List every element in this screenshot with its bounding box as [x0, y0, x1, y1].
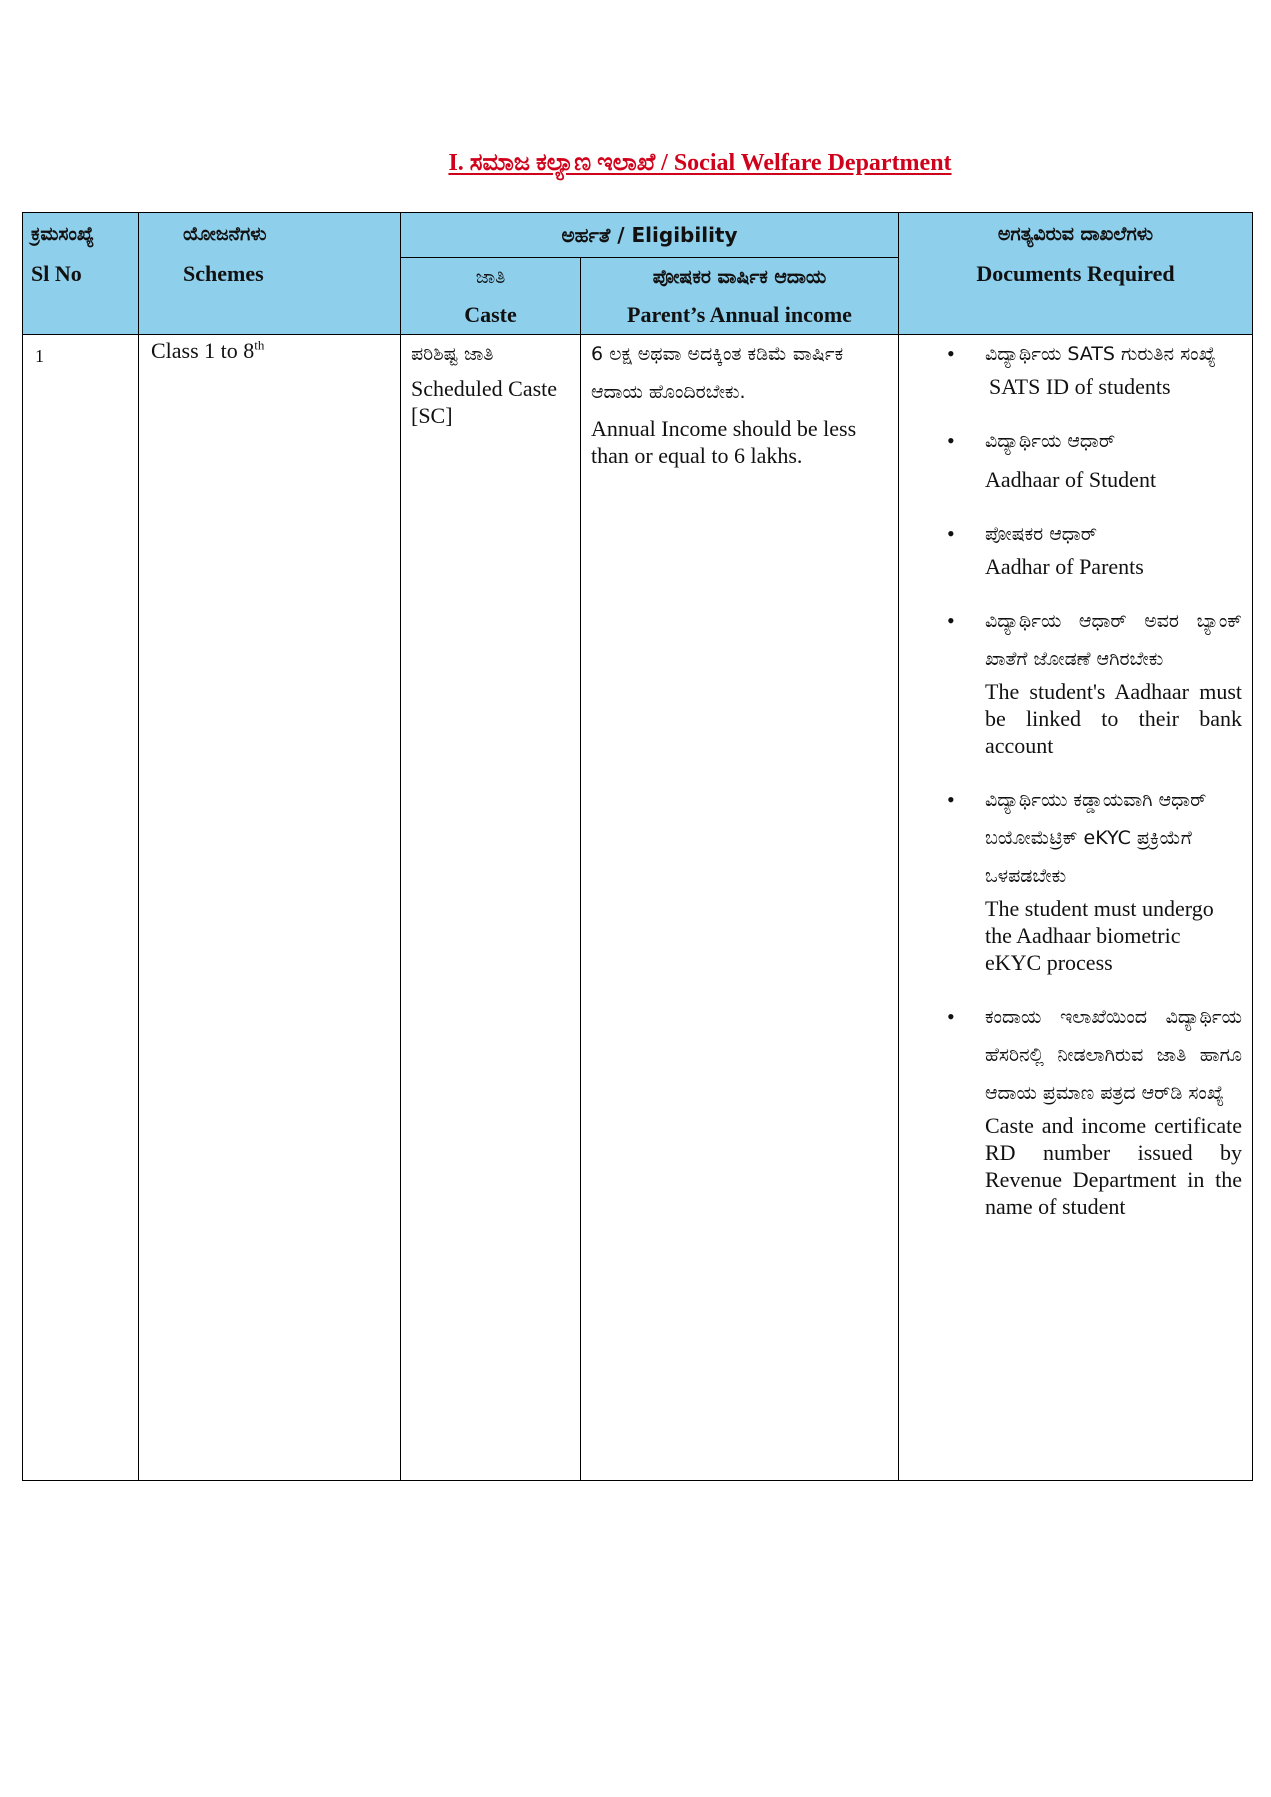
cell-income: [581, 335, 899, 1481]
document-kn: ವಿದ್ಯಾರ್ಥಿಯು ಕಡ್ಡಾಯವಾಗಿ ಆಧಾರ್ ಬಯೋಮೆಟ್ರಿಕ್ eKYC ಪ್ರಕ್ರಿಯೆಗೆ ಒಳಪಡಬೇಕು: [985, 789, 1207, 887]
scheme-superscript: th: [254, 337, 265, 353]
sl-no-value: 1: [35, 346, 44, 366]
document-kn: ಕಂದಾಯ ಇಲಾಖೆಯಿಂದ ವಿದ್ಯಾರ್ಥಿಯ ಹೆಸರಿನಲ್ಲಿ ನೀಡಲಾಗಿರುವ ಜಾತಿ ಹಾಗೂ ಆದಾಯ ಪ್ರಮಾಣ ಪತ್ರದ ಆರ್‌ಡಿ ಸಂಖ್ಯೆ: [985, 1006, 1242, 1104]
list-item: [899, 602, 1252, 759]
list-item: [899, 335, 1252, 400]
header-income-en: Parent’s Annual income: [627, 302, 852, 327]
header-income: [581, 258, 899, 335]
bullet-icon: •: [947, 521, 955, 546]
list-item: [899, 781, 1252, 976]
header-schemes-kn: ಯೋಜನೆಗಳು: [183, 223, 267, 245]
document-en: Caste and income certificate RD number issued by Revenue Department in the name of student: [985, 1113, 1242, 1219]
list-item: [899, 422, 1252, 493]
header-schemes-en: Schemes: [183, 261, 264, 286]
document-kn: ವಿದ್ಯಾರ್ಥಿಯ ಆಧಾರ್: [985, 430, 1116, 452]
table-header-row: [23, 213, 1253, 258]
header-sl-no-en: Sl No: [31, 261, 82, 286]
caste-kn: ಪರಿಶಿಷ್ಟ ಜಾತಿ: [411, 343, 494, 365]
document-en: Aadhaar of Student: [985, 467, 1157, 492]
header-sl-no-kn: ಕ್ರಮಸಂಖ್ಯೆ: [31, 223, 95, 245]
header-caste: [401, 258, 581, 335]
header-income-kn: ಪೋಷಕರ ವಾರ್ಷಿಕ ಆದಾಯ: [652, 266, 827, 288]
cell-caste: [401, 335, 581, 1481]
scheme-table: [22, 212, 1253, 1481]
documents-list: [899, 335, 1252, 1220]
bullet-icon: •: [947, 428, 955, 453]
document-kn: ವಿದ್ಯಾರ್ಥಿಯ SATS ಗುರುತಿನ ಸಂಖ್ಯೆ: [985, 343, 1216, 365]
document-en: The student's Aadhaar must be linked to their bank account: [985, 679, 1242, 758]
header-documents-kn: ಅಗತ್ಯವಿರುವ ದಾಖಲೆಗಳು: [997, 223, 1154, 245]
caste-en: Scheduled Caste [SC]: [411, 376, 558, 428]
bullet-icon: •: [947, 1004, 955, 1029]
header-caste-en: Caste: [464, 302, 517, 327]
document-kn: ಪೋಷಕರ ಆಧಾರ್: [985, 523, 1097, 545]
document-en: The student must undergo the Aadhaar biometric eKYC process: [985, 896, 1214, 975]
header-eligibility: [401, 213, 899, 258]
header-documents: [899, 213, 1253, 335]
list-item: [899, 515, 1252, 580]
header-documents-en: Documents Required: [976, 261, 1175, 286]
income-en: Annual Income should be less than or equal to 6 lakhs.: [591, 416, 857, 468]
header-schemes: [139, 213, 401, 335]
document-kn: ವಿದ್ಯಾರ್ಥಿಯ ಆಧಾರ್ ಅವರ ಬ್ಯಾಂಕ್ ಖಾತೆಗೆ ಜೋಡಣೆ ಆಗಿರಬೇಕು: [985, 610, 1242, 670]
cell-scheme: [139, 335, 401, 1481]
header-eligibility-label: ಅರ್ಹತೆ / Eligibility: [561, 223, 738, 247]
document-en: Aadhar of Parents: [985, 554, 1144, 579]
bullet-icon: •: [947, 341, 955, 366]
table-row: [23, 335, 1253, 1481]
document-en: SATS ID of students: [989, 374, 1171, 399]
list-item: [899, 998, 1252, 1220]
cell-sl-no: [23, 335, 139, 1481]
bullet-icon: •: [947, 787, 955, 812]
page-title: I. ಸಮಾಜ ಕಲ್ಯಾಣ ಇಲಾಖೆ / Social Welfare Department: [448, 150, 952, 176]
cell-documents: [899, 335, 1253, 1481]
income-kn: 6 ಲಕ್ಷ ಅಥವಾ ಅದಕ್ಕಿಂತ ಕಡಿಮೆ ವಾರ್ಷಿಕ ಆದಾಯ ಹೊಂದಿರಬೇಕು.: [591, 343, 844, 403]
header-caste-kn: ಜಾತಿ: [475, 266, 506, 288]
bullet-icon: •: [947, 608, 955, 633]
header-sl-no: [23, 213, 139, 335]
scheme-name: Class 1 to 8: [151, 338, 255, 363]
